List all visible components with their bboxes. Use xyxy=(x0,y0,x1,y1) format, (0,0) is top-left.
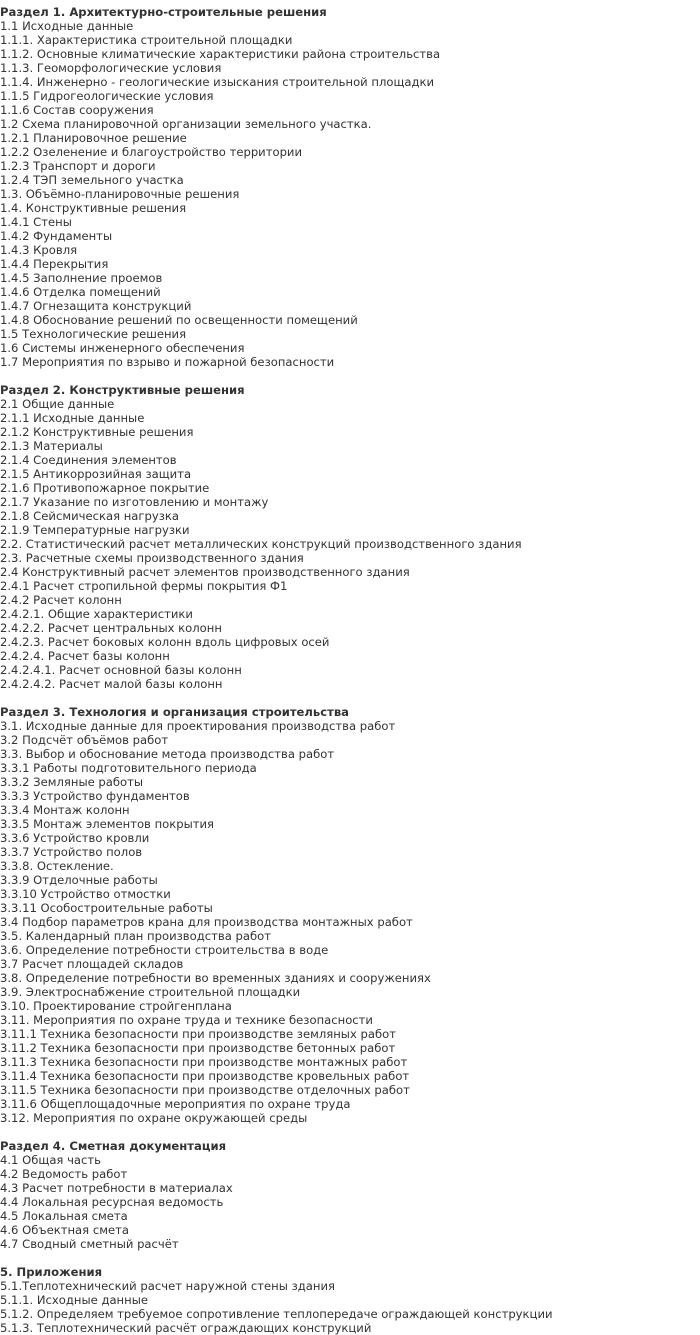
toc-item: 5.1.2. Определяем требуемое сопротивление теплопередаче ограждающей конструкции xyxy=(0,1307,553,1321)
toc-item: 4.3 Расчет потребности в материалах xyxy=(0,1181,233,1195)
toc-item: 2.4 Конструктивный расчет элементов производственного здания xyxy=(0,565,410,579)
toc-item: 1.6 Системы инженерного обеспечения xyxy=(0,341,245,355)
toc-item: 5.1.3. Теплотехнический расчёт ограждающих конструкций xyxy=(0,1321,372,1335)
toc-item: 1.3. Объёмно-планировочные решения xyxy=(0,187,240,201)
toc-item: 2.1.1 Исходные данные xyxy=(0,411,145,425)
toc-item: 3.12. Мероприятия по охране окружающей среды xyxy=(0,1111,308,1125)
toc-item: 1.1.6 Состав сооружения xyxy=(0,103,154,117)
toc-item: 3.3.10 Устройство отмостки xyxy=(0,887,171,901)
toc-item: 3.3.5 Монтаж элементов покрытия xyxy=(0,817,215,831)
toc-item: 3.2 Подсчёт объёмов работ xyxy=(0,733,169,747)
toc-item: 1.4.1 Стены xyxy=(0,215,72,229)
toc-item: 2.4.2.1. Общие характеристики xyxy=(0,607,193,621)
toc-item: 3.3. Выбор и обоснование метода производства работ xyxy=(0,747,335,761)
toc-item: 1.4.7 Огнезащита конструкций xyxy=(0,299,192,313)
toc-item: 2.4.1 Расчет стропильной фермы покрытия Ф1 xyxy=(0,579,288,593)
toc-item: 3.7 Расчет площадей складов xyxy=(0,957,184,971)
toc-item: 1.4.8 Обоснование решений по освещенности помещений xyxy=(0,313,358,327)
toc-item: 1.2.2 Озеленение и благоустройство территории xyxy=(0,145,302,159)
toc-item: 3.4 Подбор параметров крана для производства монтажных работ xyxy=(0,915,413,929)
toc-section xyxy=(0,5,700,369)
toc-item: 2.1.3 Материалы xyxy=(0,439,103,453)
toc-section xyxy=(0,1139,700,1251)
toc-item: 4.7 Сводный сметный расчёт xyxy=(0,1237,179,1251)
toc-item: 3.11.4 Техника безопасности при производстве кровельных работ xyxy=(0,1069,410,1083)
toc-item: 4.2 Ведомость работ xyxy=(0,1167,128,1181)
toc-item: 1.1.3. Геоморфологические условия xyxy=(0,61,222,75)
toc-item: 3.3.4 Монтаж колонн xyxy=(0,803,130,817)
toc-item: 2.4.2.4.1. Расчет основной базы колонн xyxy=(0,663,242,677)
toc-item: 1.4.3 Кровля xyxy=(0,243,78,257)
toc-item: 1.7 Мероприятия по взрыво и пожарной безопасности xyxy=(0,355,335,369)
toc-item: 1.1.4. Инженерно - геологические изыскания строительной площадки xyxy=(0,75,435,89)
toc-item: 4.4 Локальная ресурсная ведомость xyxy=(0,1195,224,1209)
toc-item: 3.3.3 Устройство фундаментов xyxy=(0,789,190,803)
section-heading: Раздел 4. Сметная документация xyxy=(0,1139,227,1153)
toc-section xyxy=(0,383,700,691)
toc-item: 3.1. Исходные данные для проектирования производства работ xyxy=(0,719,396,733)
toc-item: 3.6. Определение потребности строительства в воде xyxy=(0,943,329,957)
section-heading: 5. Приложения xyxy=(0,1265,103,1279)
toc-item: 1.1.1. Характеристика строительной площадки xyxy=(0,33,293,47)
toc-item: 2.4.2.4. Расчет базы колонн xyxy=(0,649,170,663)
toc-item: 3.8. Определение потребности во временных зданиях и сооружениях xyxy=(0,971,431,985)
toc-item: 2.2. Статистический расчет металлических конструкций производственного здания xyxy=(0,537,522,551)
toc-item: 2.1 Общие данные xyxy=(0,397,115,411)
toc-item: 2.1.2 Конструктивные решения xyxy=(0,425,194,439)
toc-item: 1.1 Исходные данные xyxy=(0,19,134,33)
toc-item: 2.1.4 Соединения элементов xyxy=(0,453,177,467)
toc-item: 2.1.7 Указание по изготовлению и монтажу xyxy=(0,495,269,509)
toc-item: 2.4.2.4.2. Расчет малой базы колонн xyxy=(0,677,223,691)
toc-item: 2.1.6 Противопожарное покрытие xyxy=(0,481,210,495)
toc-item: 4.1 Общая часть xyxy=(0,1153,101,1167)
toc-item: 3.5. Календарный план производства работ xyxy=(0,929,271,943)
toc-item: 3.11.3 Техника безопасности при производстве монтажных работ xyxy=(0,1055,408,1069)
toc-item: 2.3. Расчетные схемы производственного здания xyxy=(0,551,304,565)
toc-item: 3.3.6 Устройство кровли xyxy=(0,831,150,845)
toc-section xyxy=(0,1265,700,1335)
toc-item: 3.3.7 Устройство полов xyxy=(0,845,143,859)
toc-item: 1.4.6 Отделка помещений xyxy=(0,285,161,299)
toc-item: 3.11.1 Техника безопасности при производстве земляных работ xyxy=(0,1027,396,1041)
toc-item: 3.11.2 Техника безопасности при производстве бетонных работ xyxy=(0,1041,396,1055)
toc-item: 5.1.1. Исходные данные xyxy=(0,1293,149,1307)
toc-item: 3.3.11 Особостроительные работы xyxy=(0,901,213,915)
toc-item: 3.10. Проектирование стройгенплана xyxy=(0,999,232,1013)
toc-item: 2.4.2.3. Расчет боковых колонн вдоль цифровых осей xyxy=(0,635,330,649)
toc-item: 3.3.9 Отделочные работы xyxy=(0,873,158,887)
toc-section xyxy=(0,705,700,1125)
toc-item: 1.5 Технологические решения xyxy=(0,327,187,341)
toc-item: 3.11.6 Общеплощадочные мероприятия по охране труда xyxy=(0,1097,351,1111)
toc-item: 3.9. Электроснабжение строительной площадки xyxy=(0,985,301,999)
toc-item: 1.2 Схема планировочной организации земельного участка. xyxy=(0,117,372,131)
toc-item: 3.3.8. Остекление. xyxy=(0,859,114,873)
toc-item: 1.4.2 Фундаменты xyxy=(0,229,113,243)
section-heading: Раздел 3. Технология и организация строительства xyxy=(0,705,349,719)
toc-item: 2.1.8 Сейсмическая нагрузка xyxy=(0,509,179,523)
toc-item: 2.1.9 Температурные нагрузки xyxy=(0,523,190,537)
toc-item: 1.4.5 Заполнение проемов xyxy=(0,271,163,285)
toc-item: 3.11. Мероприятия по охране труда и технике безопасности xyxy=(0,1013,373,1027)
section-heading: Раздел 2. Конструктивные решения xyxy=(0,383,245,397)
toc-item: 3.3.2 Земляные работы xyxy=(0,775,144,789)
toc-item: 1.4. Конструктивные решения xyxy=(0,201,187,215)
toc-item: 4.5 Локальная смета xyxy=(0,1209,128,1223)
toc-item: 2.4.2 Расчет колонн xyxy=(0,593,122,607)
toc-item: 1.1.5 Гидрогеологические условия xyxy=(0,89,214,103)
toc-item: 1.2.4 ТЭП земельного участка xyxy=(0,173,184,187)
toc-item: 2.1.5 Антикоррозийная защита xyxy=(0,467,192,481)
toc-item: 1.2.1 Планировочное решение xyxy=(0,131,187,145)
toc-item: 3.11.5 Техника безопасности при производстве отделочных работ xyxy=(0,1083,410,1097)
toc-item: 4.6 Объектная смета xyxy=(0,1223,129,1237)
toc-item: 1.1.2. Основные климатические характеристики района строительства xyxy=(0,47,441,61)
toc-item: 1.4.4 Перекрытия xyxy=(0,257,109,271)
section-heading: Раздел 1. Архитектурно-строительные решения xyxy=(0,5,327,19)
toc-item: 3.3.1 Работы подготовительного периода xyxy=(0,761,257,775)
toc-item: 5.1.Теплотехнический расчет наружной стены здания xyxy=(0,1279,335,1293)
toc-item: 2.4.2.2. Расчет центральных колонн xyxy=(0,621,222,635)
toc-item: 1.2.3 Транспорт и дороги xyxy=(0,159,156,173)
